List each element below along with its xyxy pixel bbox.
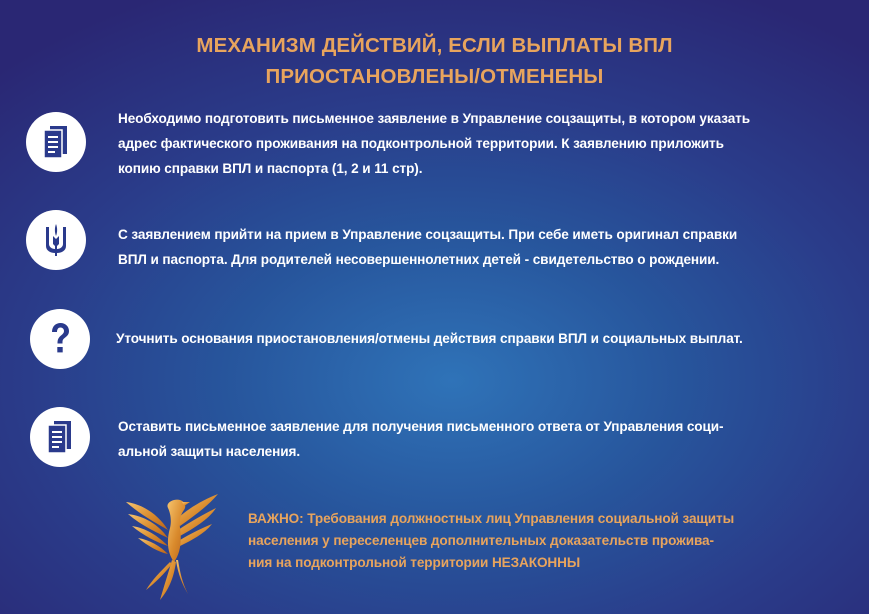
step-3-line-1: Уточнить основания приостановления/отмены действия справки ВПЛ и социальных выплат. bbox=[116, 331, 743, 346]
page-title bbox=[0, 30, 869, 92]
step-2-line-1: С заявлением прийти на прием в Управление соцзащиты. При себе иметь оригинал справки bbox=[118, 227, 738, 242]
step-4-icon-circle bbox=[30, 407, 90, 467]
important-line-2: населения у переселенцев дополнительных доказательств прожива- bbox=[248, 533, 714, 548]
step-2-text bbox=[118, 222, 737, 272]
document-icon bbox=[41, 124, 71, 160]
step-4-line-2: альной защиты населения. bbox=[118, 444, 300, 459]
step-1-text bbox=[118, 106, 750, 181]
step-1-line-1: Необходимо подготовить письменное заявление в Управление соцзащиты, в котором указать bbox=[118, 111, 750, 126]
step-4-text bbox=[118, 414, 723, 464]
step-1-line-3: копию справки ВПЛ и паспорта (1, 2 и 11 стр). bbox=[118, 161, 423, 176]
question-icon bbox=[46, 321, 74, 357]
step-1-icon-circle bbox=[26, 112, 86, 172]
document-icon bbox=[45, 419, 75, 455]
step-2-line-2: ВПЛ и паспорта. Для родителей несовершеннолетних детей - свидетельство о рождении. bbox=[118, 252, 720, 267]
important-note bbox=[248, 508, 734, 574]
trident-icon bbox=[42, 222, 70, 258]
important-line-1: ВАЖНО: Требования должностных лиц Управления социальной защиты bbox=[248, 511, 735, 526]
title-line-1: МЕХАНИЗМ ДЕЙСТВИЙ, ЕСЛИ ВЫПЛАТЫ ВПЛ bbox=[196, 34, 673, 57]
important-line-3: ния на подконтрольной территории НЕЗАКОННЫ bbox=[248, 555, 581, 570]
step-3-text bbox=[116, 326, 743, 351]
step-2-icon-circle bbox=[26, 210, 86, 270]
step-3-icon-circle bbox=[30, 309, 90, 369]
title-line-2: ПРИОСТАНОВЛЕНЫ/ОТМЕНЕНЫ bbox=[265, 65, 604, 88]
step-1-line-2: адрес фактического проживания на подконтрольной территории. К заявлению приложить bbox=[118, 136, 724, 151]
phoenix-logo-icon bbox=[124, 490, 220, 602]
step-4-line-1: Оставить письменное заявление для получения письменного ответа от Управления соци- bbox=[118, 419, 724, 434]
